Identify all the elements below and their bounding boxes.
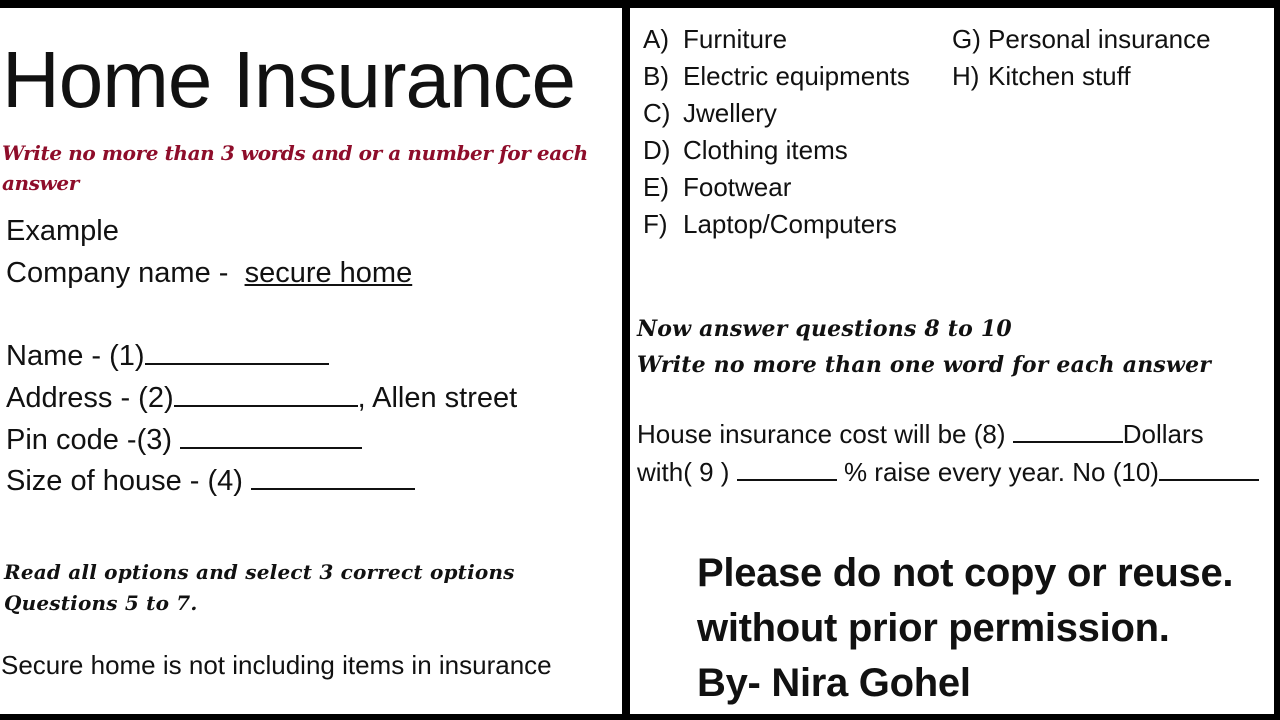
notice-line-1: Please do not copy or reuse.: [697, 551, 1234, 595]
copyright-notice: [697, 546, 1233, 711]
company-name-label: Company name -: [6, 257, 229, 289]
left-panel: [0, 8, 622, 714]
option-g: [952, 24, 1211, 55]
address-row: [6, 382, 517, 415]
answer-blank-10[interactable]: [1159, 459, 1259, 481]
answer-blank-3[interactable]: [180, 425, 362, 449]
pin-code-label: Pin code -(3): [6, 424, 173, 456]
answer-blank-8[interactable]: [1013, 421, 1123, 443]
option-f: [643, 209, 897, 240]
word-limit-instruction: Write no more than 3 words and or a number for each answer: [2, 141, 588, 195]
option-label: Footwear: [683, 172, 792, 202]
company-name-row: [6, 257, 412, 290]
address-label: Address - (2): [6, 382, 174, 414]
option-c: [643, 98, 777, 129]
options-question: Secure home is not including items in insurance: [1, 650, 552, 680]
answer-blank-4[interactable]: [251, 466, 415, 490]
option-a: [643, 24, 787, 55]
option-label: Electric equipments: [683, 61, 910, 91]
option-label: Laptop/Computers: [683, 209, 897, 239]
option-key: F): [643, 209, 668, 239]
option-e: [643, 172, 791, 203]
house-size-label: Size of house - (4): [6, 465, 243, 497]
select-instruction-line-2: Questions 5 to 7.: [4, 591, 198, 615]
question-8-unit: Dollars: [1122, 419, 1204, 449]
house-size-row: [6, 465, 415, 498]
option-key: G): [952, 24, 981, 54]
option-key: A): [643, 24, 669, 54]
section-instruction-line-1: Now answer questions 8 to 10: [637, 316, 1012, 342]
option-key: C): [643, 98, 671, 128]
select-options-instruction: [4, 557, 515, 619]
question-8-label: House insurance cost will be (8): [637, 419, 1006, 449]
question-9-suffix: % raise every year.: [843, 457, 1066, 487]
address-suffix: , Allen street: [357, 382, 518, 414]
pin-code-row: [6, 424, 362, 457]
author-credit: By- Nira Gohel: [697, 661, 971, 705]
question-8-row: [637, 419, 1204, 450]
select-instruction-line-1: Read all options and select 3 correct options: [4, 560, 515, 584]
option-label: Furniture: [683, 24, 788, 54]
section-instruction: [637, 311, 1211, 383]
answer-blank-2[interactable]: [174, 383, 358, 407]
answer-blank-1[interactable]: [145, 341, 329, 365]
option-key: D): [643, 135, 671, 165]
option-label: Personal insurance: [988, 24, 1211, 54]
option-label: Clothing items: [683, 135, 848, 165]
name-row: [6, 340, 329, 373]
section-instruction-line-2: Write no more than one word for each answer: [637, 352, 1212, 378]
option-key: B): [643, 61, 669, 91]
option-key: E): [643, 172, 669, 202]
option-d: [643, 135, 848, 166]
name-label: Name - (1): [6, 340, 145, 372]
option-label: Jwellery: [683, 98, 777, 128]
right-panel: [630, 8, 1274, 714]
question-9-10-row: [637, 457, 1259, 488]
option-h: [952, 61, 1131, 92]
question-9-label: with( 9 ): [637, 457, 730, 487]
notice-line-2: without prior permission.: [697, 606, 1170, 650]
option-key: H): [952, 61, 980, 91]
company-name-value: secure home: [244, 257, 413, 289]
answer-blank-9[interactable]: [737, 459, 837, 481]
page-title: Home Insurance: [2, 35, 575, 124]
option-label: Kitchen stuff: [988, 61, 1131, 91]
option-b: [643, 61, 910, 92]
example-label: Example: [6, 215, 119, 247]
question-10-label: No (10): [1072, 457, 1159, 487]
